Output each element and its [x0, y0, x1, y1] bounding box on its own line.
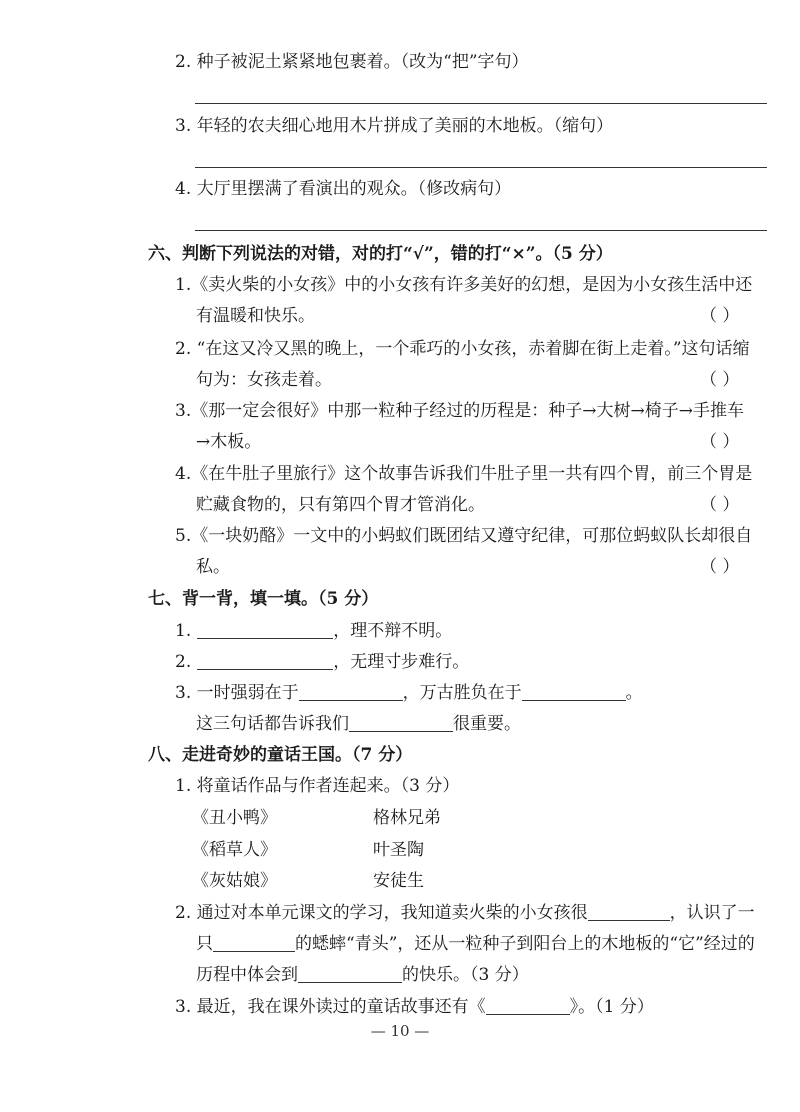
s8-q2-blank-2[interactable]: [213, 933, 295, 952]
s8-q2-text-c: 只: [196, 934, 213, 954]
s8-author-3[interactable]: 安徒生: [373, 871, 424, 891]
s7-q2-blank[interactable]: [197, 651, 333, 670]
s7-q3-text-b: ，万古胜负在于: [402, 683, 522, 703]
s8-q3-text-a: 3. 最近，我在课外读过的童话故事还有《: [175, 997, 486, 1017]
s7-q3-text-e: 很重要。: [453, 714, 521, 734]
s8-question-2-line2: [196, 932, 755, 956]
s7-q2-number: 2.: [175, 652, 192, 672]
s6-item-2-line2: 句为：女孩走着。: [196, 370, 332, 390]
s8-q3-text-b: 》。（1 分）: [569, 997, 654, 1017]
s8-q2-text-b: ，认识了一: [669, 903, 755, 923]
section-7-title: 七、背一背，填一填。（5 分）: [148, 589, 379, 609]
s8-q2-text-f: 的快乐。（3 分）: [402, 965, 529, 985]
s8-question-2-line3: [196, 963, 529, 987]
s8-question-1: 1. 将童话作品与作者连起来。（3 分）: [175, 776, 460, 796]
s6-item-4-answer[interactable]: （ ）: [700, 495, 740, 515]
s8-author-2[interactable]: 叶圣陶: [373, 840, 424, 860]
s8-q2-text-a: 2. 通过对本单元课文的学习，我知道卖火柴的小女孩很: [175, 903, 588, 923]
answer-line-3[interactable]: [195, 167, 767, 168]
s7-q3-blank-3[interactable]: [349, 713, 453, 732]
s7-question-1: [175, 619, 452, 643]
s8-q2-blank-3[interactable]: [298, 964, 402, 983]
s7-q1-text: ，理不辩不明。: [333, 621, 453, 641]
s8-q2-text-e: 历程中体会到: [196, 965, 298, 985]
s8-question-2-line1: [175, 901, 755, 925]
section-8-title: 八、走进奇妙的童话王国。（7 分）: [148, 745, 413, 765]
s8-q3-blank[interactable]: [486, 996, 570, 1015]
s6-item-2-answer[interactable]: （ ）: [700, 370, 740, 390]
s6-item-3-line1: 3.《那一定会很好》中那一粒种子经过的历程是：种子→大树→椅子→手推车: [175, 401, 744, 421]
s8-work-3[interactable]: 《灰姑娘》: [192, 871, 277, 891]
answer-line-4[interactable]: [195, 230, 767, 231]
s8-q2-blank-1[interactable]: [588, 902, 670, 921]
question-2-rewrite: 2. 种子被泥土紧紧地包裹着。（改为“把”字句）: [175, 52, 529, 72]
s7-q1-blank[interactable]: [197, 620, 333, 639]
s7-question-3: [175, 681, 643, 705]
s6-item-2-line1: 2. “在这又冷又黑的晚上，一个乖巧的小女孩，赤着脚在街上走着。”这句话缩: [175, 339, 750, 359]
page-number: — 10 —: [370, 1022, 430, 1040]
s8-q2-text-d: 的蟋蟀“青头”，还从一粒种子到阳台上的木地板的“它”经过的: [295, 934, 755, 954]
s8-work-2[interactable]: 《稻草人》: [192, 840, 277, 860]
s8-work-1[interactable]: 《丑小鸭》: [192, 808, 277, 828]
s6-item-5-line2: 私。: [196, 557, 230, 577]
question-3-shorten: 3. 年轻的农夫细心地用木片拼成了美丽的木地板。（缩句）: [175, 116, 614, 136]
s7-q3-text-d: 这三句话都告诉我们: [196, 714, 349, 734]
s6-item-1-line2: 有温暖和快乐。: [196, 306, 315, 326]
s7-q3-text-c: 。: [625, 683, 643, 703]
s6-item-4-line2: 贮藏食物的，只有第四个胃才管消化。: [196, 495, 485, 515]
s6-item-5-answer[interactable]: （ ）: [700, 557, 740, 577]
answer-line-2[interactable]: [195, 103, 767, 104]
s6-item-1-line1: 1.《卖火柴的小女孩》中的小女孩有许多美好的幻想，是因为小女孩生活中还: [175, 275, 753, 295]
s7-q1-number: 1.: [175, 621, 192, 641]
s7-q3-text-a: 3. 一时强弱在于: [175, 683, 299, 703]
s7-question-3-conclusion: [196, 712, 521, 736]
s6-item-3-answer[interactable]: （ ）: [700, 432, 740, 452]
s6-item-4-line1: 4.《在牛肚子里旅行》这个故事告诉我们牛肚子里一共有四个胃，前三个胃是: [175, 464, 753, 484]
question-4-correct: 4. 大厅里摆满了看演出的观众。（修改病句）: [175, 179, 512, 199]
s6-item-3-line2: →木板。: [196, 432, 262, 452]
s7-q2-text: ，无理寸步难行。: [333, 652, 470, 672]
s6-item-1-answer[interactable]: （ ）: [700, 306, 740, 326]
s7-q3-blank-2[interactable]: [522, 682, 626, 701]
s8-author-1[interactable]: 格林兄弟: [373, 808, 441, 828]
s6-item-5-line1: 5.《一块奶酪》一文中的小蚂蚁们既团结又遵守纪律，可那位蚂蚁队长却很自: [175, 526, 753, 546]
s7-q3-blank-1[interactable]: [299, 682, 403, 701]
section-6-title: 六、判断下列说法的对错，对的打“√”，错的打“×”。（5 分）: [148, 244, 613, 264]
s7-question-2: [175, 650, 469, 674]
s8-question-3: [175, 995, 654, 1019]
